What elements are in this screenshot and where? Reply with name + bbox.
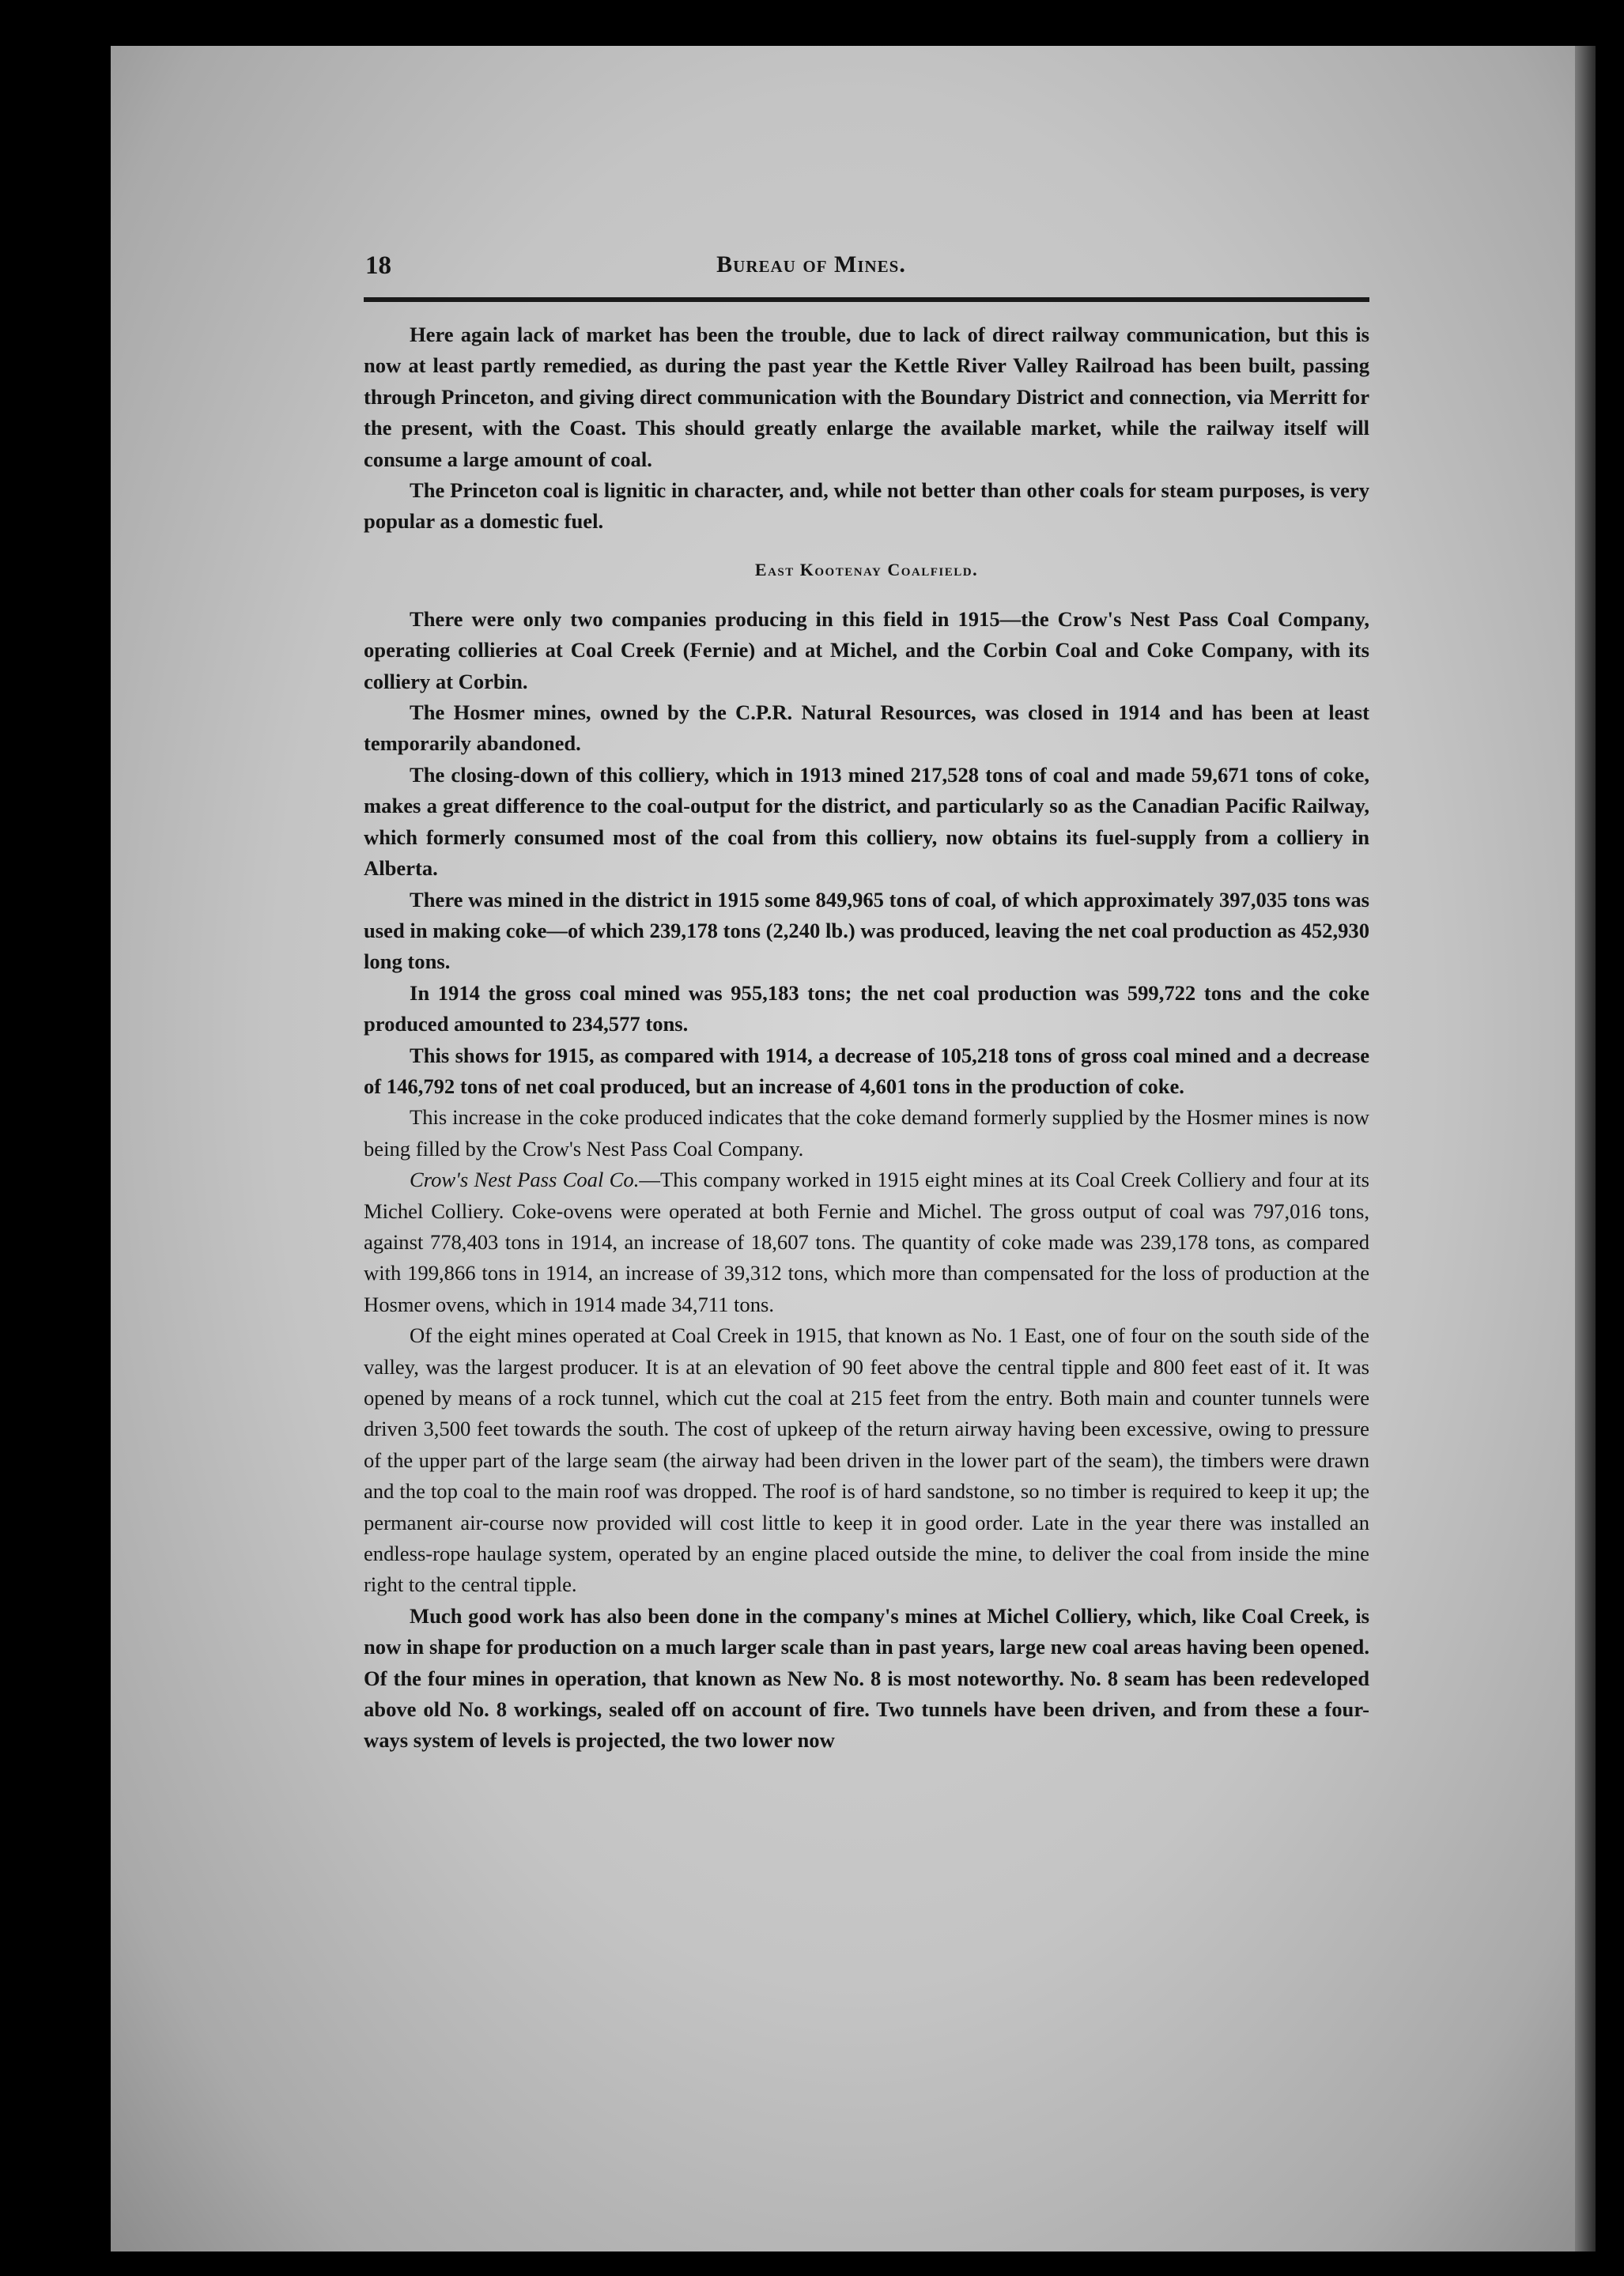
paragraph: The Princeton coal is lignitic in character, and, while not better than other coals for steam purposes, is very popular as a domestic fuel. [364, 478, 1369, 534]
paragraph: There were only two companies producing in this field in 1915—the Crow's Nest Pass Coal Company, operating collieries at Coal Creek (Fernie) and at Michel, and the Corbin Coal and Coke Company, with its colliery at Corbin. [364, 606, 1369, 693]
paragraph [364, 1164, 1369, 1320]
header-rule [364, 297, 1369, 302]
paragraph: The Hosmer mines, owned by the C.P.R. Natural Resources, was closed in 1914 and has been at least temporarily abandoned. [364, 700, 1369, 756]
page-header [253, 251, 1369, 296]
running-head: Bureau of Mines. [716, 251, 906, 277]
scan-edge-shadow [1575, 46, 1596, 2251]
company-name: Crow's Nest Pass Coal Co. [410, 1168, 640, 1192]
document-page [253, 251, 1369, 1757]
paragraph: Much good work has also been done in the company's mines at Michel Colliery, which, like Coal Creek, is now in shape for production on a much larger scale than in past years, large new coal areas having been opened. Of the four mines in operation, that known as New No. 8 is most noteworthy. No. 8 seam has been redeveloped above old No. 8 workings, sealed off on account of fire. Two tunnels have been driven, and from these a four-ways system of levels is projected, the two lower now [364, 1603, 1369, 1753]
paragraph: The closing-down of this colliery, which in 1913 mined 217,528 tons of coal and made 59,671 tons of coke, makes a great difference to the coal-output for the district, and particularly so as the Canadian Pacific Railway, which formerly consumed most of the coal from this colliery, now obtains its fuel-supply from a colliery in Alberta. [364, 762, 1369, 881]
paragraph: This shows for 1915, as compared with 1914, a decrease of 105,218 tons of gross coal mined and a decrease of 146,792 tons of net coal produced, but an increase of 4,601 tons in the production of coke. [364, 1043, 1369, 1098]
paragraph: There was mined in the district in 1915 some 849,965 tons of coal, of which approximately 397,035 tons was used in making coke—of which 239,178 tons (2,240 lb.) was produced, leaving the net coal production as 452,930 long tons. [364, 887, 1369, 974]
paragraph: This increase in the coke produced indicates that the coke demand formerly supplied by the Hosmer mines is now being filled by the Crow's Nest Pass Coal Company. [364, 1105, 1369, 1161]
paragraph-body: —This company worked in 1915 eight mines at its Coal Creek Colliery and four at its Michel Colliery. Coke-ovens were operated at both Fernie and Michel. The gross output of coal was 797,016 tons, against 778,403 tons in 1914, an increase of 18,607 tons. The quantity of coke made was 239,178 tons, as compared with 199,866 tons in 1914, an increase of 39,312 tons, which more than compensated for the loss of production at the Hosmer ovens, which in 1914 made 34,711 tons. [364, 1168, 1369, 1316]
paragraph: Of the eight mines operated at Coal Creek in 1915, that known as No. 1 East, one of four on the south side of the valley, was the largest producer. It is at an elevation of 90 feet above the central tipple and 800 feet east of it. It was opened by means of a rock tunnel, which cut the coal at 215 feet from the entry. Both main and counter tunnels were driven 3,500 feet towards the south. The cost of upkeep of the return airway having been excessive, owing to pressure of the upper part of the large seam (the airway had been driven in the lower part of the seam), the timbers were drawn and the top coal to the main roof was dropped. The roof is of hard sandstone, so no timber is required to keep it up; the permanent air-course now provided will cost little to keep it in good order. Late in the year there was installed an endless-rope haulage system, operated by an engine placed outside the mine, to deliver the coal from inside the mine right to the central tipple. [364, 1323, 1369, 1597]
body-text [364, 319, 1369, 1757]
page-number: 18 [365, 251, 391, 280]
section-heading: East Kootenay Coalfield. [754, 559, 979, 579]
paragraph: Here again lack of market has been the trouble, due to lack of direct railway communication, but this is now at least partly remedied, as during the past year the Kettle River Valley Railroad has been built, passing through Princeton, and giving direct communication with the Boundary District and connection, via Merritt for the present, with the Coast. This should greatly enlarge the available market, while the railway itself will consume a large amount of coal. [364, 323, 1369, 471]
paragraph: In 1914 the gross coal mined was 955,183 tons; the net coal production was 599,722 tons and the coke produced amounted to 234,577 tons. [364, 980, 1369, 1036]
